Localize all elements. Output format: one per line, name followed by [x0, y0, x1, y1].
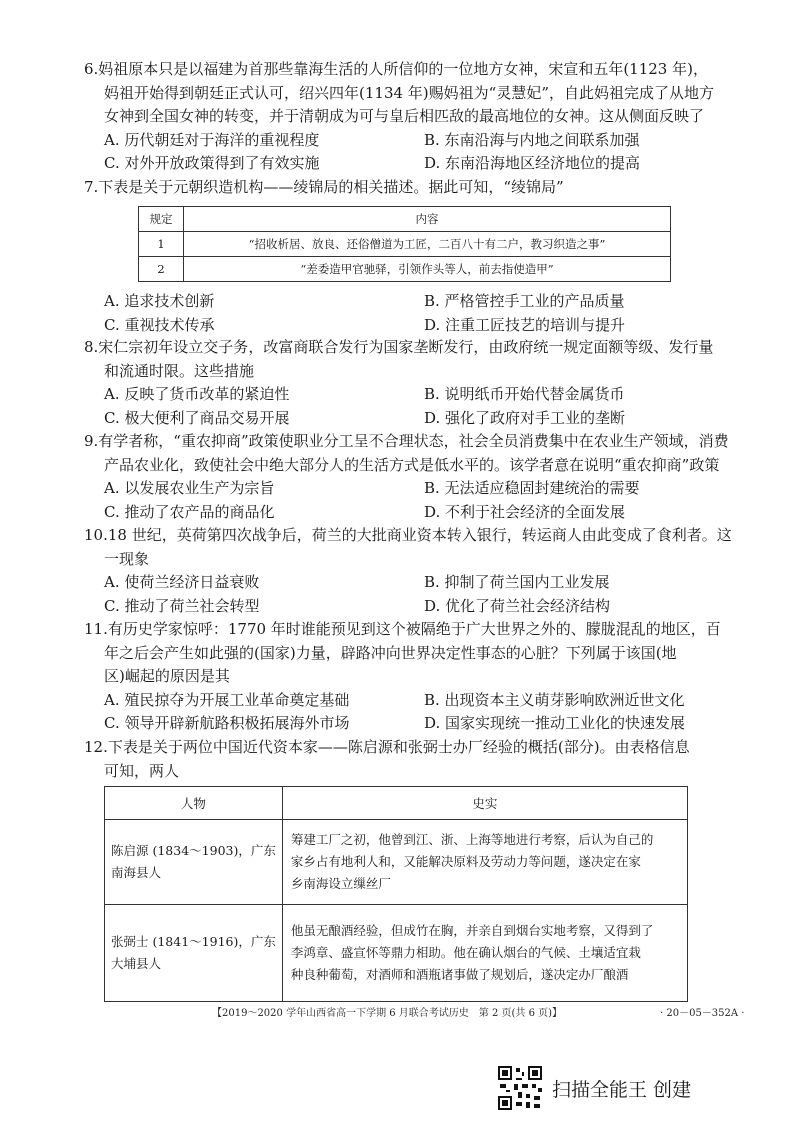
question-stem — [84, 430, 764, 477]
option-a: A. 反映了货币改革的紧迫性 — [104, 385, 290, 404]
option-a: A. 以发展农业生产为宗旨 — [104, 479, 275, 498]
stem-line: 女神到全国女神的转变，并于清朝成为可与皇后相匹敌的最高地位的女神。这从侧面反映了 — [104, 107, 705, 126]
qr-code-icon — [496, 1064, 544, 1112]
person-line: 南海县人 — [111, 865, 162, 880]
fact-line: 筹建工厂之初，他曾到江、浙、上海等地进行考察，后认为自己的 — [290, 832, 654, 847]
question-stem — [84, 176, 764, 200]
question-stem — [84, 336, 764, 383]
option-d: D. 强化了政府对手工业的垄断 — [424, 408, 626, 427]
stem-line: 8.宋仁宗初年设立交子务，改富商联合发行为国家垄断发行，由政府统一规定面额等级、发行量 — [84, 338, 714, 356]
table-cell — [282, 820, 687, 905]
stem-line: 妈祖开始得到朝廷正式认可，绍兴四年(1134 年)赐妈祖为“灵慧妃”，自此妈祖完成了从地方 — [104, 83, 714, 102]
question-stem — [84, 524, 764, 571]
fact-line: 家乡占有地利人和，又能解决原料及劳动力等问题，遂决定在家 — [290, 854, 641, 869]
question-10 — [84, 524, 764, 618]
option-d: D. 东南沿海地区经济地位的提高 — [424, 154, 641, 173]
option-group — [84, 129, 764, 176]
table-row — [105, 905, 688, 1002]
option-c: C. 重视技术传承 — [104, 315, 215, 334]
question-stem — [84, 736, 764, 783]
table-cell — [105, 820, 283, 905]
person-line: 张弼士 (1841～1916)，广东 — [111, 934, 276, 949]
table-cell — [282, 905, 687, 1002]
fact-line: 种良种葡萄，对酒师和酒瓶诸事做了规划后，遂决定办厂酿酒 — [290, 967, 629, 982]
table-row — [105, 820, 688, 905]
option-c: C. 对外开放政策得到了有效实施 — [104, 154, 320, 173]
option-c: C. 领导开辟新航路积极拓展海外市场 — [104, 714, 350, 733]
table-cell — [105, 905, 283, 1002]
option-group — [84, 571, 764, 618]
stem-line: 年之后会产生如此强的(国家)力量，辟路冲向世界决定性事态的心脏？下列属于该国(地 — [104, 643, 677, 662]
question-7 — [84, 176, 764, 200]
option-d: D. 不利于社会经济的全面发展 — [424, 502, 626, 521]
option-group — [84, 383, 764, 430]
option-d: D. 优化了荷兰社会经济结构 — [424, 596, 611, 615]
stem-line: 6.妈祖原本只是以福建为首那些靠海生活的人所信仰的一位地方女神，宋宣和五年(1123 年)， — [84, 60, 708, 78]
table-cell: “差委造甲官驰驿，引领作头等人，前去指使造甲” — [184, 257, 671, 282]
option-a: A. 历代朝廷对于海洋的重视程度 — [104, 130, 320, 149]
table-cell: 1 — [139, 232, 184, 257]
question-6 — [84, 58, 764, 176]
stem-line: 可知，两人 — [104, 761, 180, 780]
option-group — [84, 290, 764, 337]
table-header-row — [139, 207, 671, 232]
person-line: 陈启源 (1834～1903)，广东 — [111, 843, 276, 858]
option-a: A. 殖民掠夺为开展工业革命奠定基础 — [104, 690, 350, 709]
table-row — [139, 257, 671, 282]
stem-line: 10.18 世纪，英荷第四次战争后，荷兰的大批商业资本转入银行，转运商人由此变成了食利者。这 — [84, 526, 732, 544]
fact-line: 李鸿章、盛宣怀等鼎力相助。他在确认烟台的气候、土壤适宜栽 — [290, 945, 641, 960]
question-8 — [84, 336, 764, 430]
table-header-cell: 规定 — [139, 207, 184, 232]
stem-line: 9.有学者称，“重农抑商”政策使职业分工呈不合理状态，社会全员消费集中在农业生产领域，消费 — [84, 432, 729, 450]
option-b: B. 说明纸币开始代替金属货币 — [424, 385, 625, 404]
option-b: B. 无法适应稳固封建统治的需要 — [424, 479, 640, 498]
table-capitalists — [104, 786, 688, 1002]
stem-line: 一现象 — [104, 549, 150, 568]
table-header-cell: 内容 — [184, 207, 671, 232]
question-stem — [84, 618, 764, 689]
page-footer-code: · 20－05－352A · — [660, 1008, 745, 1019]
table-header-cell: 人物 — [105, 787, 283, 820]
stem-line: 区)崛起的原因是其 — [104, 667, 230, 686]
person-line: 大埔县人 — [111, 956, 162, 971]
option-d: D. 注重工匠技艺的培训与提升 — [424, 315, 626, 334]
option-b: B. 东南沿海与内地之间联系加强 — [424, 130, 640, 149]
option-a: A. 使荷兰经济日益衰败 — [104, 573, 260, 592]
question-7-options — [84, 290, 764, 337]
table-weaving-bureau — [138, 206, 671, 282]
option-d: D. 国家实现统一推动工业化的快速发展 — [424, 714, 686, 733]
option-b: B. 抑制了荷兰国内工业发展 — [424, 573, 610, 592]
question-11 — [84, 618, 764, 736]
stem-line: 产品农业化，致使社会中绝大部分人的生活方式是低水平的。该学者意在说明“重农抑商”政策 — [104, 455, 720, 474]
stem-line: 7.下表是关于元朝织造机构——绫锦局的相关描述。据此可知，“绫锦局” — [84, 178, 564, 196]
page-footer: 【2019～2020 学年山西省高一下学期 6 月联合考试历史 第 2 页(共 6 页)】 — [212, 1008, 563, 1019]
option-b: B. 严格管控手工业的产品质量 — [424, 292, 625, 310]
scanner-watermark: 扫描全能王 创建 — [552, 1079, 692, 1101]
stem-line: 12.下表是关于两位中国近代资本家——陈启源和张弼士办厂经验的概括(部分)。由表格信息 — [84, 738, 690, 756]
option-group — [84, 689, 764, 736]
table-header-row — [105, 787, 688, 820]
fact-line: 他虽无酿酒经验，但成竹在胸，并亲自到烟台实地考察，又得到了 — [290, 923, 654, 938]
option-c: C. 推动了农产品的商品化 — [104, 502, 275, 521]
option-b: B. 出现资本主义萌芽影响欧洲近世文化 — [424, 690, 685, 709]
question-9 — [84, 430, 764, 524]
table-cell: 2 — [139, 257, 184, 282]
stem-line: 11.有历史学家惊呼：1770 年时谁能预见到这个被隔绝于广大世界之外的、朦胧混乱的地区，百 — [84, 620, 721, 638]
question-12 — [84, 736, 764, 783]
option-a: A. 追求技术创新 — [104, 292, 215, 310]
option-c: C. 极大便利了商品交易开展 — [104, 408, 290, 427]
table-row — [139, 232, 671, 257]
table-header-cell: 史实 — [282, 787, 687, 820]
fact-line: 乡南海设立缫丝厂 — [290, 876, 391, 891]
option-c: C. 推动了荷兰社会转型 — [104, 596, 260, 615]
table-cell: “招收析居、放良、还俗僧道为工匠，二百八十有二户，教习织造之事” — [184, 232, 671, 257]
stem-line: 和流通时限。这些措施 — [104, 361, 255, 380]
option-group — [84, 477, 764, 524]
question-stem — [84, 58, 764, 129]
